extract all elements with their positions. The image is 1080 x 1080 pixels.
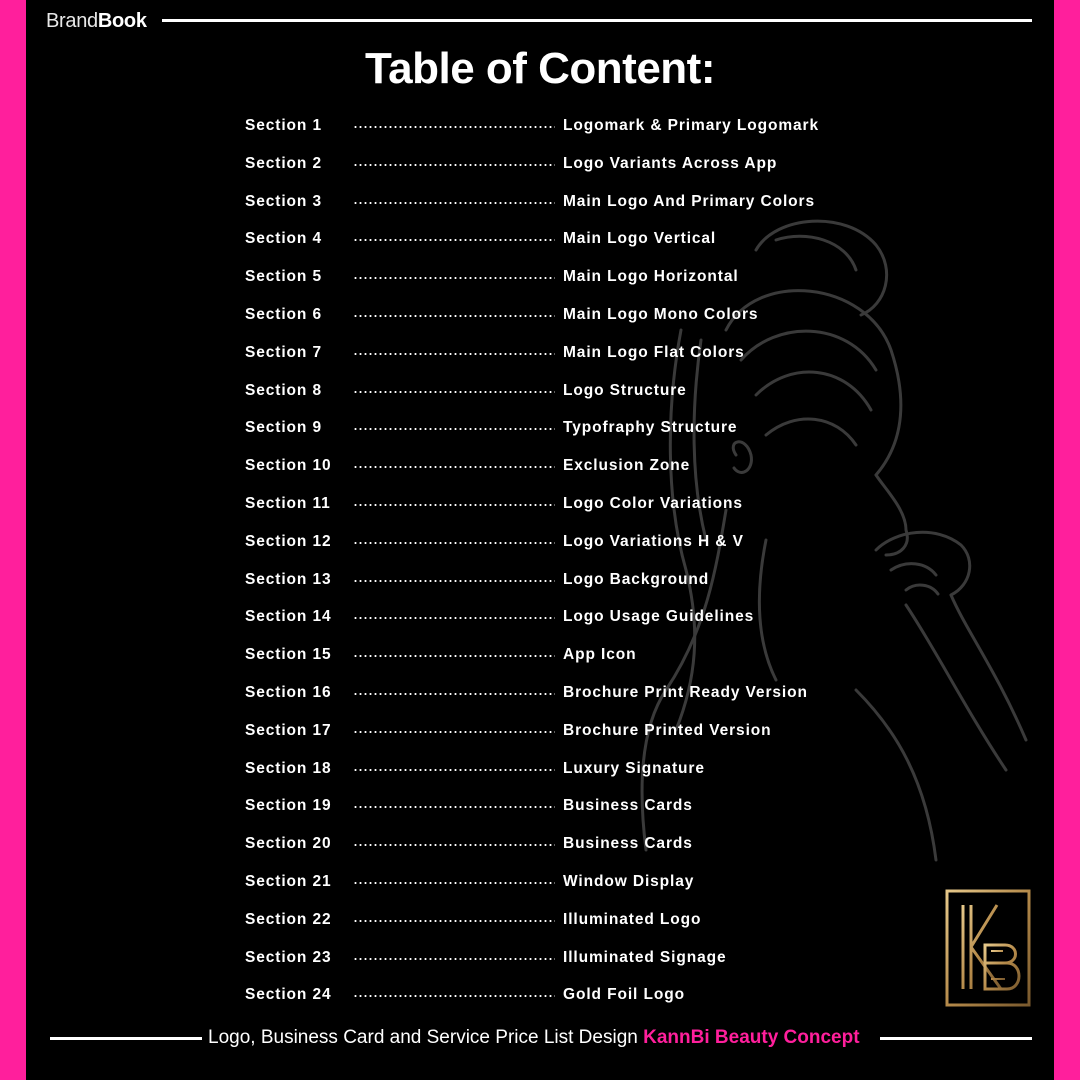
- toc-dot-leader: [353, 995, 555, 997]
- toc-topic-label: Logo Usage Guidelines: [563, 608, 755, 626]
- toc-dot-leader: [353, 164, 555, 166]
- toc-topic-label: Logo Variations H & V: [563, 532, 744, 550]
- toc-topic-label: Brochure Print Ready Version: [563, 683, 808, 701]
- toc-row: [245, 266, 885, 304]
- toc-row: [245, 493, 885, 531]
- toc-topic-label: App Icon: [563, 646, 637, 664]
- toc-section-label: Section 8: [245, 381, 323, 399]
- brand-bold-text: Book: [97, 10, 147, 32]
- toc-dot-leader: [353, 655, 555, 657]
- header-rule: [162, 19, 1032, 22]
- toc-section-label: Section 18: [245, 759, 332, 777]
- toc-topic-label: Main Logo And Primary Colors: [563, 192, 815, 210]
- toc-row: [245, 380, 885, 418]
- footer-rule-left: [50, 1037, 202, 1040]
- toc-dot-leader: [353, 580, 555, 582]
- toc-row: [245, 606, 885, 644]
- toc-dot-leader: [353, 466, 555, 468]
- toc-section-label: Section 1: [245, 117, 323, 134]
- toc-dot-leader: [353, 315, 555, 317]
- toc-row: [245, 531, 885, 569]
- toc-topic-label: Business Cards: [563, 835, 693, 853]
- toc-row: [245, 795, 885, 833]
- toc-section-label: Section 24: [245, 986, 332, 1004]
- toc-section-label: Section 14: [245, 608, 332, 626]
- footer-rule-right: [880, 1037, 1032, 1040]
- toc-topic-label: Logomark & Primary Logomark: [563, 117, 819, 134]
- toc-row: [245, 758, 885, 796]
- toc-row: [245, 228, 885, 266]
- toc-topic-label: Window Display: [563, 872, 695, 890]
- toc-section-label: Section 12: [245, 532, 332, 550]
- toc-dot-leader: [353, 844, 555, 846]
- toc-section-label: Section 7: [245, 343, 323, 361]
- toc-dot-leader: [353, 239, 555, 241]
- toc-section-label: Section 11: [245, 494, 331, 512]
- toc-section-label: Section 20: [245, 835, 332, 853]
- toc-row: [245, 569, 885, 607]
- toc-dot-leader: [353, 958, 555, 960]
- toc-topic-label: Exclusion Zone: [563, 457, 691, 475]
- toc-row: [245, 644, 885, 682]
- toc-row: [245, 682, 885, 720]
- toc-dot-leader: [353, 882, 555, 884]
- toc-section-label: Section 21: [245, 872, 332, 890]
- toc-row: [245, 191, 885, 229]
- toc-row: [245, 342, 885, 380]
- toc-dot-leader: [353, 769, 555, 771]
- table-of-contents: [245, 115, 885, 1022]
- toc-topic-label: Logo Structure: [563, 381, 687, 399]
- toc-row: [245, 871, 885, 909]
- toc-dot-leader: [353, 542, 555, 544]
- toc-section-label: Section 10: [245, 457, 332, 475]
- toc-section-label: Section 16: [245, 683, 332, 701]
- toc-row: [245, 984, 885, 1022]
- footer-caption: [208, 1027, 860, 1049]
- toc-section-label: Section 6: [245, 305, 323, 323]
- toc-dot-leader: [353, 202, 555, 204]
- toc-row: [245, 417, 885, 455]
- brandbook-page: [26, 0, 1054, 1080]
- toc-topic-label: Illuminated Signage: [563, 948, 727, 966]
- toc-topic-label: Main Logo Horizontal: [563, 268, 739, 286]
- toc-section-label: Section 5: [245, 268, 323, 286]
- toc-dot-leader: [353, 504, 555, 506]
- toc-dot-leader: [353, 277, 555, 279]
- toc-section-label: Section 19: [245, 797, 332, 815]
- toc-section-label: Section 22: [245, 910, 332, 928]
- toc-section-label: Section 15: [245, 646, 332, 664]
- toc-row: [245, 455, 885, 493]
- toc-topic-label: Luxury Signature: [563, 759, 705, 777]
- toc-section-label: Section 2: [245, 154, 323, 172]
- toc-section-label: Section 4: [245, 230, 323, 248]
- toc-topic-label: Logo Background: [563, 570, 710, 588]
- kb-monogram-logo-icon: [945, 889, 1031, 1011]
- toc-dot-leader: [353, 428, 555, 430]
- toc-dot-leader: [353, 806, 555, 808]
- toc-row: [245, 833, 885, 871]
- toc-row: [245, 153, 885, 191]
- toc-section-label: Section 13: [245, 570, 332, 588]
- toc-section-label: Section 17: [245, 721, 332, 739]
- toc-row: [245, 909, 885, 947]
- toc-dot-leader: [353, 693, 555, 695]
- toc-row: [245, 115, 885, 153]
- toc-dot-leader: [353, 617, 555, 619]
- toc-section-label: Section 3: [245, 192, 323, 210]
- toc-dot-leader: [353, 920, 555, 922]
- toc-topic-label: Logo Variants Across App: [563, 154, 778, 172]
- toc-topic-label: Main Logo Flat Colors: [563, 343, 745, 361]
- toc-dot-leader: [353, 126, 555, 128]
- toc-topic-label: Illuminated Logo: [563, 910, 702, 928]
- toc-topic-label: Main Logo Mono Colors: [563, 305, 759, 323]
- toc-dot-leader: [353, 731, 555, 733]
- toc-topic-label: Typofraphy Structure: [563, 419, 738, 437]
- brand-light-text: Brand: [46, 10, 98, 32]
- page-title: Table of Content:: [365, 44, 715, 93]
- toc-topic-label: Logo Color Variations: [563, 494, 743, 512]
- toc-dot-leader: [353, 391, 555, 393]
- toc-row: [245, 720, 885, 758]
- toc-section-label: Section 9: [245, 419, 323, 437]
- toc-section-label: Section 23: [245, 948, 332, 966]
- toc-dot-leader: [353, 353, 555, 355]
- toc-row: [245, 304, 885, 342]
- footer-text: Logo, Business Card and Service Price List Design: [208, 1027, 638, 1048]
- toc-row: [245, 947, 885, 985]
- toc-topic-label: Business Cards: [563, 797, 693, 815]
- toc-topic-label: Main Logo Vertical: [563, 230, 717, 248]
- toc-topic-label: Gold Foil Logo: [563, 986, 685, 1004]
- toc-topic-label: Brochure Printed Version: [563, 721, 772, 739]
- brandbook-wordmark: [46, 10, 147, 33]
- footer-brand-name: KannBi Beauty Concept: [643, 1027, 860, 1048]
